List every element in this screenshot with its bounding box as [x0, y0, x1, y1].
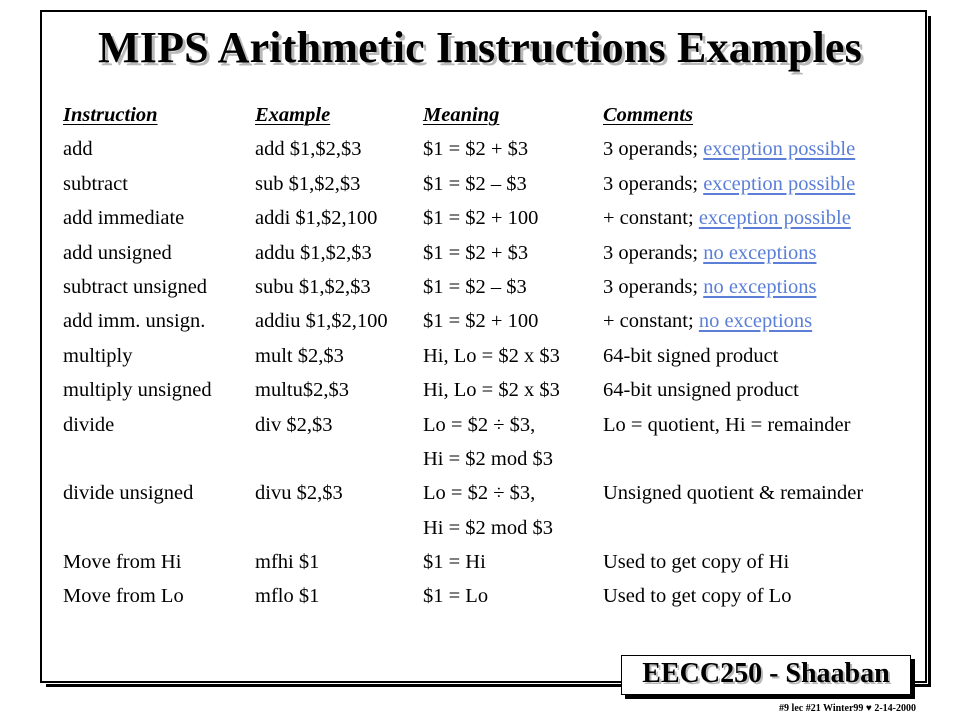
comment-cell: [603, 551, 789, 574]
comment-cell: [603, 207, 851, 230]
meaning-cell: Hi, Lo = $2 x $3: [423, 344, 560, 367]
comment-text: 3 operands;: [603, 241, 699, 264]
course-footer: [621, 655, 911, 695]
example-cell: div $2,$3: [255, 413, 333, 436]
comment-text: 64-bit signed product: [603, 344, 779, 367]
table-header: [63, 104, 923, 138]
instruction-cell: multiply unsigned: [63, 379, 212, 402]
comment-cell: [603, 482, 863, 505]
comment-text: + constant;: [603, 310, 694, 333]
example-cell: multu$2,$3: [255, 379, 349, 402]
table-row: [63, 310, 923, 344]
instruction-cell: subtract unsigned: [63, 275, 208, 298]
table-row: [63, 585, 923, 619]
comment-cell: [603, 276, 817, 299]
instruction-cell: add imm. unsign.: [63, 310, 206, 333]
table-row: [63, 551, 923, 585]
instruction-cell: add unsigned: [63, 241, 172, 264]
example-cell: addi $1,$2,100: [255, 207, 378, 230]
example-cell: sub $1,$2,$3: [255, 172, 361, 195]
comment-cell: [603, 345, 778, 368]
meaning-cell: $1 = $2 + 100: [423, 207, 539, 230]
exception-link[interactable]: exception possible: [703, 138, 856, 161]
instruction-cell: divide: [63, 413, 115, 436]
exception-link[interactable]: exception possible: [698, 207, 851, 230]
meaning-cell: Hi, Lo = $2 x $3: [423, 379, 560, 402]
header-meaning: Meaning: [423, 104, 500, 126]
comment-cell: [603, 585, 791, 608]
instruction-cell: add immediate: [63, 207, 185, 230]
meaning-cell: $1 = $2 + $3: [423, 138, 529, 161]
exception-link[interactable]: no exceptions: [703, 241, 817, 264]
header-comments: Comments: [603, 104, 693, 126]
example-cell: subu $1,$2,$3: [255, 275, 371, 298]
exception-link[interactable]: no exceptions: [703, 275, 817, 298]
table-body: [63, 138, 923, 619]
comment-cell: [603, 173, 855, 196]
meaning-cell: $1 = $2 + 100: [423, 310, 539, 333]
exception-link[interactable]: no exceptions: [698, 310, 813, 333]
instruction-cell: add: [63, 138, 93, 161]
instruction-cell: multiply: [63, 344, 133, 367]
comment-text: 64-bit unsigned product: [603, 379, 799, 402]
comment-cell: [603, 379, 799, 402]
table-row: [63, 482, 923, 516]
example-cell: divu $2,$3: [255, 482, 343, 505]
table-row: [63, 379, 923, 413]
table-row: [63, 173, 923, 207]
table-row: [63, 345, 923, 379]
example-cell: mflo $1: [255, 585, 320, 608]
exception-link[interactable]: exception possible: [703, 172, 856, 195]
comment-cell: [603, 310, 812, 333]
table-row: [63, 276, 923, 310]
comment-text: Used to get copy of Hi: [603, 551, 790, 574]
table-row: [63, 448, 923, 482]
meaning-cell: Lo = $2 ÷ $3,: [423, 413, 536, 436]
meaning-cell: $1 = Hi: [423, 551, 486, 574]
comment-cell: [603, 242, 817, 265]
comment-text: Unsigned quotient & remainder: [603, 482, 864, 505]
meaning-cell: Hi = $2 mod $3: [423, 447, 554, 470]
comment-text: 3 operands;: [603, 275, 699, 298]
table-row: [63, 138, 923, 172]
meaning-cell: $1 = $2 – $3: [423, 172, 527, 195]
slide-info: #9 lec #21 Winter99 ♥ 2-14-2000: [779, 703, 916, 714]
meaning-cell: Hi = $2 mod $3: [423, 516, 554, 539]
header-instruction: Instruction: [63, 104, 158, 126]
instruction-cell: subtract: [63, 172, 128, 195]
comment-text: Used to get copy of Lo: [603, 585, 792, 608]
instruction-cell: divide unsigned: [63, 482, 194, 505]
example-cell: addiu $1,$2,100: [255, 310, 388, 333]
meaning-cell: $1 = $2 – $3: [423, 275, 527, 298]
course-footer-label: EECC250 - Shaaban: [642, 658, 890, 689]
meaning-cell: $1 = Lo: [423, 585, 489, 608]
meaning-cell: Lo = $2 ÷ $3,: [423, 482, 536, 505]
example-cell: addu $1,$2,$3: [255, 241, 372, 264]
comment-text: 3 operands;: [603, 172, 699, 195]
instruction-cell: Move from Lo: [63, 585, 184, 608]
instruction-cell: Move from Hi: [63, 551, 182, 574]
instruction-table: [63, 104, 923, 620]
meaning-cell: $1 = $2 + $3: [423, 241, 529, 264]
example-cell: add $1,$2,$3: [255, 138, 362, 161]
comment-text: + constant;: [603, 207, 694, 230]
example-cell: mfhi $1: [255, 551, 320, 574]
table-row: [63, 414, 923, 448]
slide-title: MIPS Arithmetic Instructions Examples: [98, 23, 862, 72]
table-row: [63, 207, 923, 241]
table-row: [63, 517, 923, 551]
header-example: Example: [255, 104, 331, 126]
example-cell: mult $2,$3: [255, 344, 344, 367]
comment-text: 3 operands;: [603, 138, 699, 161]
comment-cell: [603, 138, 855, 161]
table-row: [63, 242, 923, 276]
comment-text: Lo = quotient, Hi = remainder: [603, 413, 851, 436]
comment-cell: [603, 414, 850, 437]
